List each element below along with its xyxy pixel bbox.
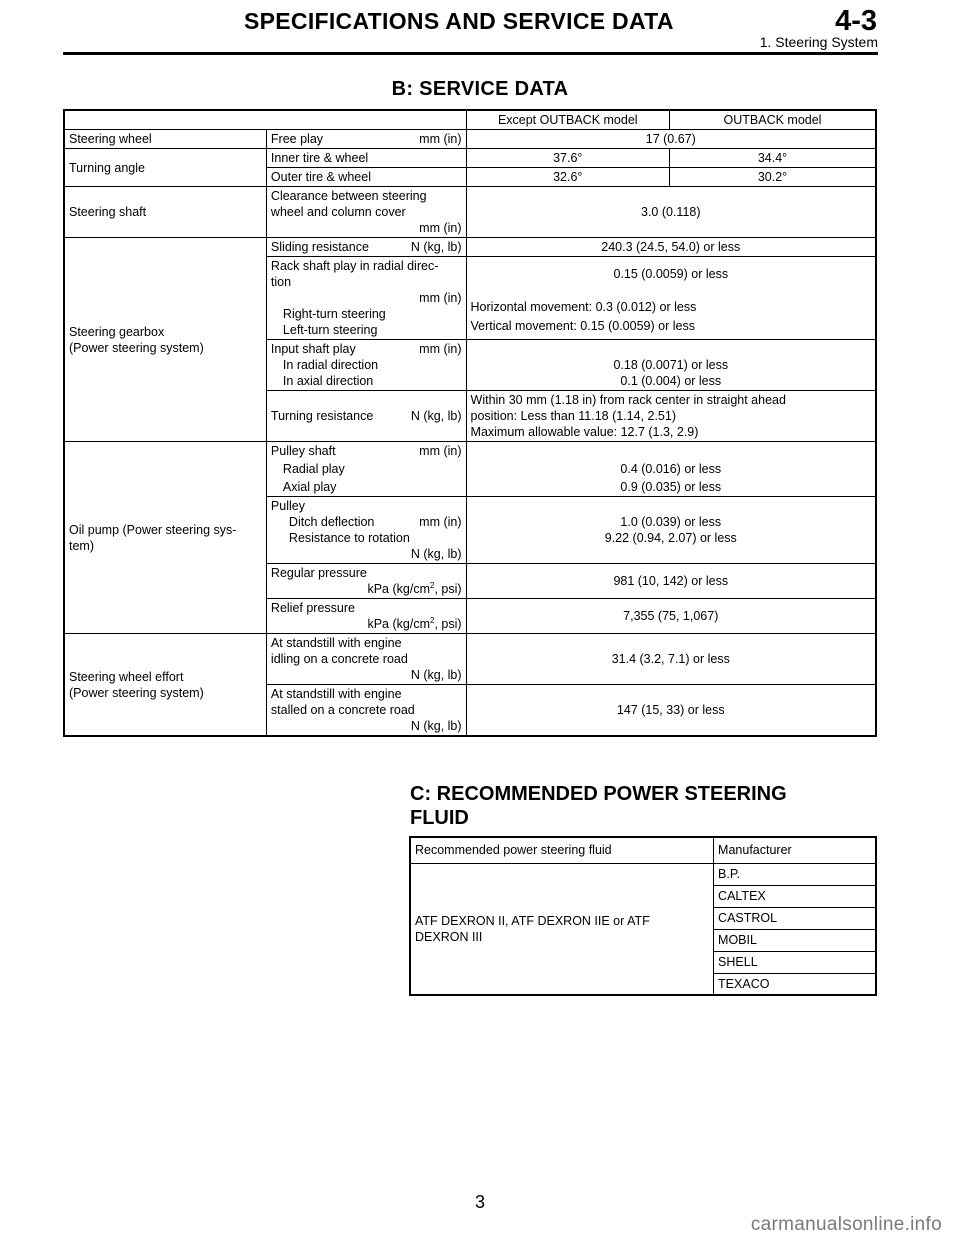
unit: mm (in) [419,515,462,529]
table-row [64,130,876,149]
value-turning-resistance-2: position: Less than 11.18 (1.14, 2.51) [470,409,676,423]
value-radial-play: 0.4 (0.016) or less [620,462,722,476]
table-row [410,863,876,885]
param-clearance-2: wheel and column cover [270,205,406,219]
item-steering-wheel-effort-1: Steering wheel effort [69,669,184,684]
service-data-table [63,109,877,737]
unit: N (kg, lb) [410,409,462,423]
param-in-radial-direction: In radial direction [282,358,379,372]
param-clearance-1: Clearance between steering [270,189,427,203]
item-oil-pump-1: Oil pump (Power steering sys- [69,522,237,537]
param-relief-pressure: Relief pressure [270,601,355,615]
subsection-title: 1. Steering System [759,34,878,50]
param-outer-tire: Outer tire & wheel [266,168,466,187]
unit: mm (in) [419,221,462,235]
item-steering-gearbox-1: Steering gearbox [69,324,165,339]
value-input-axial: 0.1 (0.004) or less [620,374,722,388]
table-row [64,238,876,257]
table-row [64,187,876,238]
value-free-play: 17 (0.67) [466,130,876,149]
value-horizontal-movement: Horizontal movement: 0.3 (0.012) or less [470,300,697,314]
fluid-name-2: DEXRON III [415,929,483,944]
manufacturer-cell: B.P. [714,863,876,885]
value-input-radial: 0.18 (0.0071) or less [613,358,729,372]
value-resistance-to-rotation: 9.22 (0.94, 2.07) or less [604,531,737,545]
unit: mm (in) [419,342,462,356]
manufacturer-cell: MOBIL [714,929,876,951]
unit: N (kg, lb) [410,547,462,561]
section-number: 4-3 [835,5,877,37]
value-sliding-resistance: 240.3 (24.5, 54.0) or less [466,238,876,257]
table-row [64,442,876,497]
table-header-row [410,837,876,863]
param-resistance-to-rotation: Resistance to rotation [288,531,410,545]
value-outer-outback: 30.2° [670,168,877,187]
param-regular-pressure: Regular pressure [270,566,367,580]
col-header-outback: OUTBACK model [670,110,877,130]
unit: mm (in) [419,132,462,146]
item-oil-pump-2: tem) [69,538,94,553]
param-free-play: Free play [270,132,324,146]
param-idling-2: idling on a concrete road [270,652,408,666]
col-header-fluid: Recommended power steering fluid [410,837,714,863]
unit: N (kg, lb) [410,719,462,733]
table-header-row [64,110,876,130]
value-relief-pressure: 7,355 (75, 1,067) [466,599,876,634]
table-row [64,634,876,685]
fluid-table [409,836,877,996]
value-inner-except: 37.6° [466,149,669,168]
value-stalled: 147 (15, 33) or less [466,685,876,737]
fluid-section-title: C: RECOMMENDED POWER STEERING FLUID [410,783,787,829]
value-regular-pressure: 981 (10, 142) or less [466,564,876,599]
item-steering-wheel-effort-2: (Power steering system) [69,685,204,700]
unit: kPa ($kg/cm^2$, psi) [367,615,462,631]
fluid-name-1: ATF DEXRON II, ATF DEXRON IIE or ATF [415,913,650,928]
value-clearance: 3.0 (0.118) [466,187,876,238]
param-axial-play: Axial play [282,480,337,494]
table-row [64,149,876,168]
param-input-shaft-play: Input shaft play [270,342,356,356]
service-data-title: B: SERVICE DATA [391,78,569,100]
header-title: SPECIFICATIONS AND SERVICE DATA [244,8,674,34]
header-rule [63,52,878,55]
value-outer-except: 32.6° [466,168,669,187]
param-pulley-shaft: Pulley shaft [270,444,336,458]
item-steering-wheel: Steering wheel [64,130,266,149]
manufacturer-cell: CALTEX [714,885,876,907]
param-pulley: Pulley [270,499,305,513]
param-in-axial-direction: In axial direction [282,374,374,388]
param-inner-tire: Inner tire & wheel [266,149,466,168]
param-idling-1: At standstill with engine [270,636,402,650]
manufacturer-cell: SHELL [714,951,876,973]
value-turning-resistance-1: Within 30 mm (1.18 in) from rack center in straight ahead [470,393,786,407]
page-number: 3 [474,1192,485,1212]
param-left-turn: Left-turn steering [282,323,378,337]
value-axial-play: 0.9 (0.035) or less [620,480,722,494]
unit: N (kg, lb) [410,240,462,254]
item-steering-shaft: Steering shaft [64,187,266,238]
value-rack-shaft-play: 0.15 (0.0059) or less [613,267,729,281]
param-rack-shaft-play-2: tion [270,275,292,289]
unit: mm (in) [419,291,462,305]
param-sliding-resistance: Sliding resistance [270,240,369,254]
value-turning-resistance-3: Maximum allowable value: 12.7 (1.3, 2.9) [470,425,699,439]
item-turning-angle: Turning angle [64,149,266,187]
param-stalled-2: stalled on a concrete road [270,703,415,717]
manufacturer-cell: CASTROL [714,907,876,929]
value-vertical-movement: Vertical movement: 0.15 (0.0059) or less [470,319,695,333]
watermark: carmanualsonline.info [750,1214,942,1235]
param-radial-play: Radial play [282,462,345,476]
param-stalled-1: At standstill with engine [270,687,402,701]
param-turning-resistance: Turning resistance [270,409,374,423]
unit: mm (in) [419,444,462,458]
unit: N (kg, lb) [410,668,462,682]
param-right-turn: Right-turn steering [282,307,386,321]
param-ditch-deflection: Ditch deflection [288,515,375,529]
unit: kPa ($kg/cm^2$, psi) [367,580,462,596]
param-rack-shaft-play-1: Rack shaft play in radial direc- [270,259,439,273]
value-idling: 31.4 (3.2, 7.1) or less [466,634,876,685]
value-ditch-deflection: 1.0 (0.039) or less [620,515,722,529]
manufacturer-cell: TEXACO [714,973,876,995]
col-header-except-outback: Except OUTBACK model [466,110,669,130]
item-steering-gearbox-2: (Power steering system) [69,340,204,355]
value-inner-outback: 34.4° [670,149,877,168]
col-header-manufacturer: Manufacturer [714,837,876,863]
